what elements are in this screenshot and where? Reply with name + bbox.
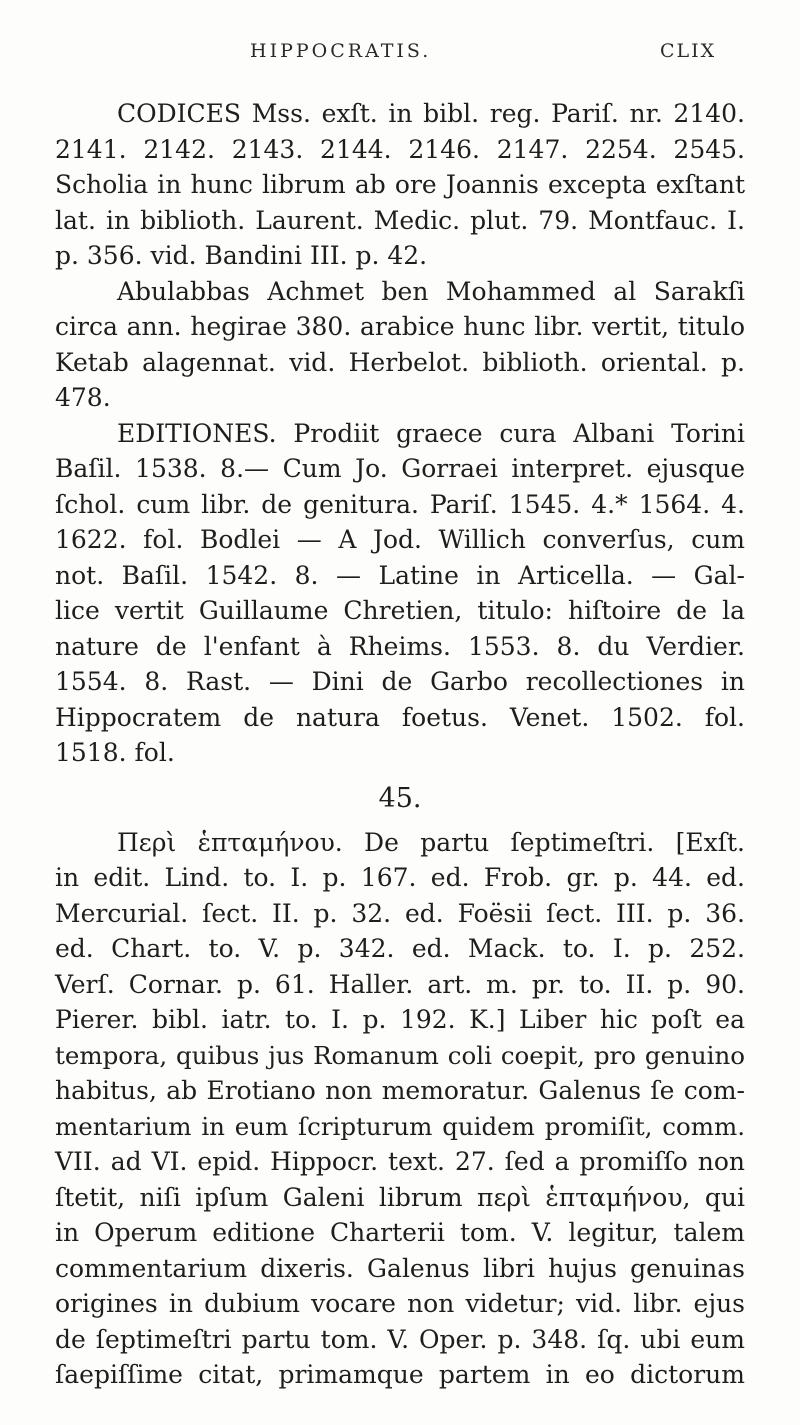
text-line: 1554. 8. Rast. — Dini de Garbo recollectiones in [55, 667, 745, 696]
text-line: tempora, quibus jus Romanum coli coepit, pro genuino [55, 1040, 745, 1070]
text-line: ed. Chart. to. V. p. 342. ed. Mack. to. I. p. 252. [55, 934, 745, 963]
text-line: Scholia in hunc librum ab ore Joannis excepta exſtant [55, 170, 745, 199]
text-line: in Operum editione Charterii tom. V. legitur, talem [55, 1218, 745, 1247]
text-line: mentarium in eum ſcripturum quidem promiſit, comm. [55, 1111, 745, 1141]
text-line: Pierer. bibl. iatr. to. I. p. 192. K.] Liber hic poſt ea [55, 1005, 745, 1034]
text-line: ſtetit, niſi ipſum Galeni librum περὶ ἑπταμήνου, qui [55, 1182, 745, 1212]
text-line: lice vertit Guillaume Chretien, titulo: hiſtoire de la [55, 596, 745, 625]
text-line: Abulabbas Achmet ben Mohammed al Sarakſi [117, 276, 745, 306]
text-line: habitus, ab Erotiano non memoratur. Galenus ſe com- [55, 1076, 745, 1105]
text-line: 1518. fol. [55, 738, 175, 767]
text-line: Hippocratem de natura foetus. Venet. 1502. fol. [55, 702, 745, 732]
text-line: CODICES Mss. exſt. in bibl. reg. Pariſ. nr. 2140. [117, 99, 745, 128]
text-line: 1622. fol. Bodlei — A Jod. Willich converſus, cum [55, 525, 745, 554]
body-text [55, 96, 745, 1393]
text-line: circa ann. hegirae 380. arabice hunc libr. vertit, titulo [55, 312, 745, 341]
text-line: 2141. 2142. 2143. 2144. 2146. 2147. 2254. 2545. [55, 134, 745, 164]
text-line: nature de l'enfant à Rheims. 1553. 8. du Verdier. [55, 631, 745, 661]
text-line: commentarium dixeris. Galenus libri hujus genuinas [55, 1253, 745, 1283]
text-line: ſchol. cum libr. de genitura. Pariſ. 1545. 4.* 1564. 4. [55, 489, 745, 519]
running-title: HIPPOCRATIS. [250, 40, 432, 62]
text-line: EDITIONES. Prodiit graece cura Albani Torini [117, 418, 745, 448]
text-line: Περὶ ἑπταμήνου. De partu ſeptimeſtri. [Exſt. [117, 827, 745, 857]
section-number: 45. [378, 782, 422, 814]
text-line: origines in dubium vocare non videtur; vid. libr. ejus [55, 1289, 745, 1318]
text-line: Ketab alagennat. vid. Herbelot. biblioth. oriental. p. [55, 347, 745, 377]
text-line: lat. in biblioth. Laurent. Medic. plut. 79. Montfauc. I. [55, 205, 745, 235]
text-line: p. 356. vid. Bandini III. p. 42. [55, 241, 428, 270]
text-line: in edit. Lind. to. I. p. 167. ed. Frob. gr. p. 44. ed. [55, 863, 745, 892]
text-line: 478. [55, 383, 111, 412]
text-line: ſaepiſſime citat, primamque partem in eo dictorum [55, 1360, 745, 1389]
text-line: VII. ad VI. epid. Hippocr. text. 27. ſed a promiſſo non [55, 1147, 745, 1176]
running-head [0, 40, 800, 70]
text-line: Baſil. 1538. 8.— Cum Jo. Gorraei interpret. ejusque [55, 454, 745, 483]
text-line: de ſeptimeſtri partu tom. V. Oper. p. 348. ſq. ubi eum [55, 1324, 745, 1354]
text-line: Verſ. Cornar. p. 61. Haller. art. m. pr. to. II. p. 90. [55, 969, 745, 999]
page-number: CLIX [660, 40, 717, 62]
text-line: not. Baſil. 1542. 8. — Latine in Articella. — Gal- [55, 560, 745, 590]
text-line: Mercurial. ſect. II. p. 32. ed. Foësii ſect. III. p. 36. [55, 898, 745, 928]
